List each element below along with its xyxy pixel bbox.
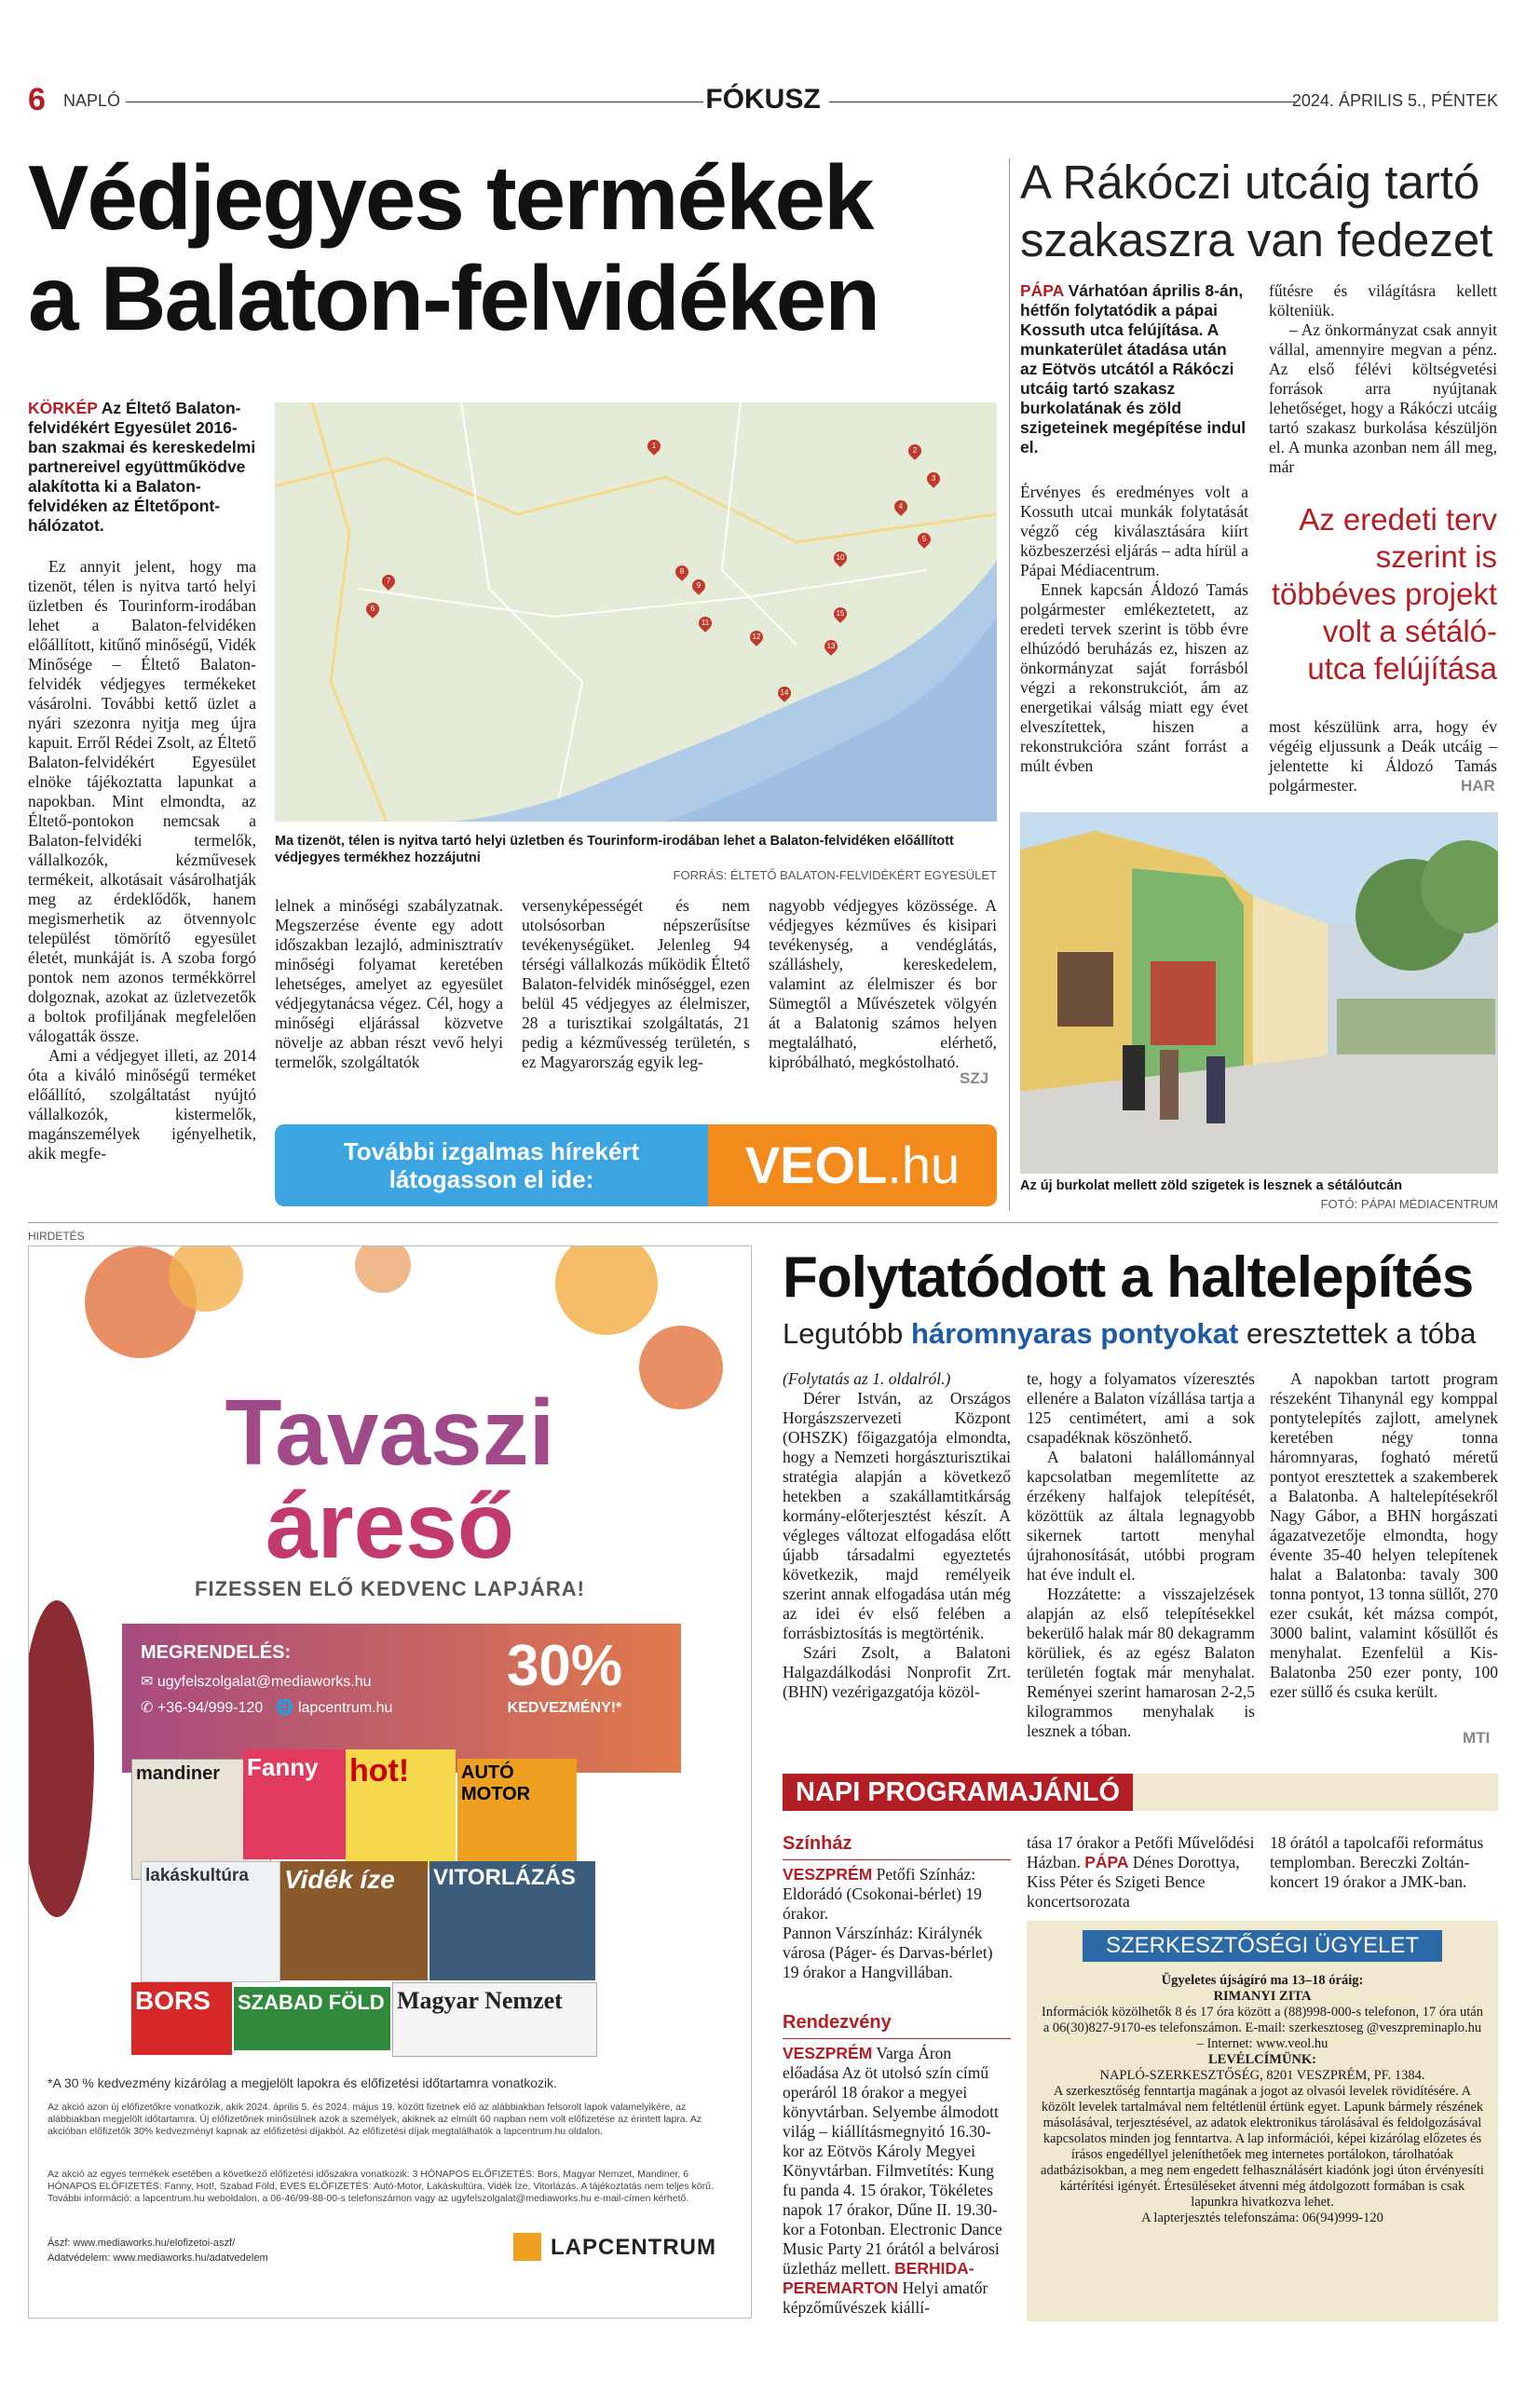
paragraph: – Az önkormányzat csak annyit vállal, amennyire megvan a pénz. Az első félévi költségvetési források arra nyújtanak lehetőséget, hogy a Rákóczi utcáig tartó szakasz burkolása készüljön el. A munka azonban nem áll meg, már	[1269, 320, 1497, 476]
article3-headline: Folytatódott a haltelepítés	[783, 1245, 1474, 1310]
order-phone[interactable]: ✆ +36-94/999-120 🌐 lapcentrum.hu	[141, 1700, 393, 1716]
map-pin[interactable]: 8	[673, 563, 691, 581]
mail-address: NAPLÓ-SZERKESZTŐSÉG, 8201 VESZPRÉM, PF. 1384.	[1099, 2068, 1425, 2083]
map-pin[interactable]: 5	[915, 530, 933, 549]
duty-label: Ügyeletes újságíró ma 13–18 óráig:	[1161, 1973, 1364, 1988]
lapcentrum-logo[interactable]	[513, 2229, 737, 2266]
events-heading: Rendezvény	[783, 2012, 892, 2033]
programs-col2: tása 17 órakor a Petőfi Művelődési Házban. PÁPA Dénes Dorottya, Kiss Péter és Szigeti Bence koncertsorozata	[1027, 1833, 1255, 1911]
paragraph: most készülünk arra, hogy év végéig eljussunk a Deák utcáig – jelentette ki Áldozó Tamás polgármester.	[1269, 717, 1497, 795]
map-pin[interactable]: 3	[924, 469, 943, 488]
paragraph: A napokban tartott program részeként Tihanynál egy komppal pontytelepítés zajlott, amelynek keretében négy tonna háromnyaras, fogható méretű pontyot eresztettek a szakemberek a Balatonba. A haltelepítésekről Nagy Gábor, a BHN horgászati ágazatvezetője elmondta, hogy évente 35-40 helyen telepítenek halat a Balatonba: tavaly 300 tonna pontyot, 13 tonna süllőt, 270 ezer csukát, két mázsa compót, 3000 balint, valamint kősüllőt és menyhalat. Ezenfelül a Kis-Balatonba 250 ezer ponty, 100 ezer süllő és csuka került.	[1270, 1369, 1498, 1701]
issue-date: 2024. ÁPRILIS 5., PÉNTEK	[1291, 91, 1498, 110]
map-pin[interactable]: 10	[831, 549, 850, 567]
magazine-cover: mandiner	[131, 1759, 271, 1880]
article1-col4	[769, 896, 997, 1072]
headline-line2: a Balaton-felvidéken	[28, 247, 879, 349]
ad-privacy-link[interactable]: Adatvédelem: www.mediaworks.hu/adatvedelem	[48, 2252, 268, 2264]
discount-label: KEDVEZMÉNY!*	[507, 1700, 622, 1716]
paragraph: Dérer István, az Országos Horgászszervezeti Központ (OHSZK) főigazgatója elmondta, hogy a Nemzeti horgászturisztikai stratégia alapján a következő hetekben a szakállamtitkárság kormány-előterjesztést készít. A végleges változat elfogadása előtt újabb társadalmi egyeztetés következik, majd remélyeik szerint annak elfogadása után még az idei év első felében a forrásbiztosítás is megtörténik.	[783, 1389, 1011, 1642]
ad-label: HIRDETÉS	[28, 1230, 85, 1243]
map-pin[interactable]: 15	[831, 605, 850, 623]
subscription-ad[interactable]	[28, 1245, 752, 2319]
article1-col3	[522, 896, 750, 1072]
lead-text: Várhatóan április 8-án, hétfőn folytatódik a pápai Kossuth utca felújítása. A munkaterület átadása után az Eötvös utcától a Rákóczi utcáig tartó szakasz burkolatának és zöld szigeteinek megépítése indul el.	[1020, 281, 1247, 456]
article1-lead	[28, 399, 256, 536]
headline-line2: szakaszra van fedezet	[1020, 213, 1493, 266]
editorial-box	[1027, 1921, 1498, 2321]
promo-line2: látogasson el ide:	[388, 1165, 594, 1193]
paragraph: Ennek kapcsán Áldozó Tamás polgármester emlékeztetett, az eredeti tervek szerint is több évre elhúzódó beruházás ez, hiszen az önkormányzat saját forrásból végzi a rekonstrukciót, ám az energetikai válság miatt egy évet elveszítettek, hiszen a rekonstrukcióra szánt forrást a múlt évben	[1020, 580, 1248, 775]
headline-line1: Védjegyes termékek	[28, 146, 873, 249]
page-number: 6	[28, 82, 46, 117]
pull-quote: Az eredeti terv szerint is többéves projekt volt a sétáló-utca felújítása	[1271, 502, 1497, 686]
distribution-phone: A lapterjesztés telefonszáma: 06(94)999-120	[1141, 2211, 1383, 2225]
veol-promo-banner[interactable]	[275, 1124, 997, 1206]
order-label: MEGRENDELÉS:	[141, 1642, 292, 1663]
promo-left	[275, 1124, 708, 1206]
map-pin[interactable]: 1	[645, 437, 663, 456]
veol-logo[interactable]: VEOL.hu	[744, 1136, 961, 1194]
lead-text: Az Éltető Balaton-felvidékért Egyesület 2016-ban szakmai és kereskedelmi partnereivel együttműködve alakította ki a Balaton-felvidéken az Éltetőpont-hálózatot.	[28, 399, 256, 535]
magazine-cover: lakáskultúra	[141, 1861, 280, 1982]
mail-label: LEVÉLCÍMÜNK:	[1207, 2052, 1316, 2067]
street-photo-graphic	[1020, 812, 1498, 1174]
editorial-title: SZERKESZTŐSÉGI ÜGYELET	[1083, 1930, 1442, 1962]
paragraph: Érvényes és eredményes volt a Kossuth utcai munkák folytatását végző cég kiválasztására kiírt közbeszerzési eljárás – adta hírül a Pápai Médiacentrum.	[1020, 483, 1248, 579]
paragraph: Hozzátette: a visszajelzések alapján az első telepítésekkel bekerülő halak már 80 dekagramm körüliek, és az egész Balaton területén fogtak már menyhalat. Reményei szerint hamarosan 2-2,5 kilogrammos menyhalak is lesznek a tóban.	[1027, 1585, 1255, 1740]
photo-caption: Az új burkolat mellett zöld szigetek is lesznek a sétálóutcán	[1020, 1178, 1403, 1193]
article3-signature: MTI	[1463, 1729, 1491, 1747]
ad-subtitle: FIZESSEN ELŐ KEDVENC LAPJÁRA!	[195, 1577, 585, 1600]
paragraph: te, hogy a folyamatos vízeresztés ellenére a Balaton vízállása tartja a 125 centimétert, ami a sok csapadéknak köszönhető.	[1027, 1369, 1255, 1447]
article2-headline	[1020, 154, 1500, 269]
article1-headline	[28, 147, 997, 348]
magazine-cover: AUTÓ MOTOR	[457, 1759, 577, 1869]
map-graphic	[275, 402, 997, 822]
paragraph: lelnek a minőségi szabályzatnak. Megszerzése évente egy adott időszakban lezajló, adminisztratív minőségi folyamat keretében lehetséges, amelyet az egyesület védjegytanácsa végez. Cél, hogy a minőségi eljárással közvetve növelje az abban részt vevő helyi termelők, szolgáltatók	[275, 896, 503, 1071]
magazine-cover: VITORLÁZÁS	[429, 1861, 595, 1980]
magazine-cover: Magyar Nemzet	[392, 1982, 597, 2057]
article3-col2	[1027, 1369, 1255, 1741]
map-caption: Ma tizenöt, télen is nyitva tartó helyi üzletben és Tourinform-irodában lehet a Balaton-felvidéken előállított védjegyes termékhez hozzájutni	[275, 834, 954, 865]
paragraph: Ami a védjegyet illeti, az 2014 óta a kiváló minőségű terméket előállító, szolgáltatást nyújtó vállalkozók, kistermelők, magánszemélyek igényelhetik, akik megfe-	[28, 1046, 256, 1163]
map-pin[interactable]: 14	[775, 684, 794, 702]
paragraph: Szári Zsolt, a Balatoni Halgazdálkodási Nonprofit Zrt. (BHN) vezérigazgatója közöl-	[783, 1643, 1011, 1701]
article2-signature: HAR	[1461, 777, 1495, 795]
map-pin[interactable]: 13	[822, 637, 840, 656]
map-pin[interactable]: 6	[363, 600, 382, 619]
ad-title	[29, 1381, 751, 1578]
magazine-cover: hot!	[346, 1749, 456, 1869]
contact-info: Információk közölhetők 8 és 17 óra között a (88)998-000-s telefonon, 17 óra után a 06(30)827-9170-es telefonszámon. E-mail: szerkesztoseg @veszpreminaplo.hu – Internet: www.veol.hu	[1042, 2005, 1483, 2051]
magazine-cover: Vidék íze	[280, 1861, 428, 1980]
map-pin[interactable]: 12	[747, 628, 766, 646]
magazine-cover: SZABAD FÖLD	[234, 1987, 390, 2050]
photo-credit: FOTÓ: PÁPAI MÉDIACENTRUM	[1320, 1197, 1498, 1211]
street-photo	[1020, 812, 1498, 1174]
ad-fine-print-2: Az akció az egyes termékek esetében a következő előfizetési időszakra vonatkozik: 3 HÓNAPOS ELŐFIZETÉS: Bors, Magyar Nemzet, Mandiner, 6 HÓNAPOS ELŐFIZETÉS: Fanny, Hot!, Szabad Föld, ÉVES ELŐFIZETÉS: Autó-Motor, Lakáskultúra, Vidék Íze, Vitorlázás. A tájékoztatás nem teljes körű. További információ: a lapcentrum.hu weboldalon, a 06-46/99-88-00-s telefonszámon vagy az ugyfelszolgalat@mediaworks.hu e-mail-címen kérhető.	[48, 2169, 714, 2204]
headline-line1: A Rákóczi utcáig tartó	[1020, 156, 1480, 209]
programs-col3: 18 órától a tapolcafői református templomban. Bereczki Zoltán-koncert 19 órakor a JMK-ban.	[1270, 1833, 1484, 1891]
article1-col1	[28, 557, 256, 1163]
ad-title-line1: Tavaszi	[225, 1381, 555, 1485]
paragraph: Ez annyit jelent, hogy ma tizenöt, télen is nyitva tartó helyi üzletben és Tourinform-irodában lehet a Balaton-felvidéken előállított, kitűnő minőségű, Vidék Minősége – Éltető Balaton-felvidék védjegyes termékeket vásárolni. További kettő üzlet a nyári szezonra nyitja meg újra kapuit. Erről Rédei Zsolt, az Éltető Balaton-felvidékért Egyesület elnöke tájékoztatta lapunkat a napokban. Mint elmondta, az Éltető-pontokon nemcsak a Balaton-felvidéki termelők, vállalkozók, kézművesek termékeit, alkotásait vásárolhatják meg az érdeklődők, hanem megismerhetik az ötvennyolc települést tömörítő egyesület életét, munkáját is. A szoba forgó pontok nem azonos termékkörrel dolgoznak, azokat az üzletvezetők a boltok profiljának megfelelően válogatták össze.	[28, 557, 256, 1045]
map-pin[interactable]: 2	[906, 442, 924, 460]
paragraph: nagyobb védjegyes közössége. A védjegyes kézműves és kisipari tevékenység, a vendéglátás, szálláshely, kereskedelem, valamint az élelmiszer és bor Sümegtől a Művészetek völgyén át a Balatonig számos helyen megtalálható, elérhető, kipróbálható, megkóstolható.	[769, 896, 997, 1071]
theatre-listing: VESZPRÉM Petőfi Színház: Eldorádó (Csokonai-bérlet) 19 órakor. Pannon Várszínház: Királynék városa (Páger- és Darvas-bérlet) 19 órakor a Hangvillában.	[783, 1865, 993, 1981]
map-credit: FORRÁS: ÉLTETŐ BALATON-FELVIDÉKÉRT EGYESÜLET	[673, 868, 997, 882]
lapcentrum-logo-text: LAPCENTRUM	[551, 2235, 716, 2260]
paragraph: versenyképességét és nem utolsósorban népszerűsítse tevékenységüket. Jelenleg 94 térségi vállalkozás működik Éltető Balaton-felvidék minőséggel, ezen belül 45 védjegyes az élelmiszer, 28 a turisztikai szolgáltatás, 21 pedig a kézművesség területén, s ez Magyarország egyik leg-	[522, 896, 750, 1071]
article2-lead	[1020, 281, 1248, 457]
editorial-contents	[1040, 1973, 1485, 2226]
promo-line1: További izgalmas hírekért	[343, 1137, 640, 1165]
kicker: PÁPA	[1020, 281, 1064, 300]
article2-col2	[1269, 281, 1497, 477]
ad-title-line2: áreső	[266, 1474, 514, 1578]
map-pin[interactable]: 4	[892, 497, 910, 516]
discount-value: 30%	[506, 1634, 623, 1698]
magazine-cover: Fanny	[243, 1749, 353, 1859]
ad-aszf-link[interactable]: Ászf: www.mediaworks.hu/elofizetoi-aszf/	[48, 2238, 236, 2249]
map-pin[interactable]: 11	[696, 614, 715, 633]
duty-name: RIMANYI ZITA	[1213, 1989, 1312, 2004]
ad-footnote: *A 30 % kedvezmény kizárólag a megjelölt lapokra és előfizetési időtartamra vonatkozik.	[48, 2075, 558, 2090]
article3-col1	[783, 1369, 1011, 1702]
magazine-cover: BORS	[131, 1982, 232, 2055]
lapcentrum-logo-icon	[513, 2233, 541, 2261]
promo-right	[708, 1124, 997, 1206]
kicker: KÖRKÉP	[28, 399, 98, 417]
legal-notice: A szerkesztőség fenntartja magának a jogot az olvasói levelek rövidítésére. A közölt levelek tartalmával nem feltétlenül értünk egyet. Lapunk bármely részének másolásával, terjesztésével, az adatok elektronikus tárolásával és feldolgozásával kapcsolatos minden jog fenntartva. A lap információi, képei kizárólag előzetes és írásos engedéllyel jeleníthetőek meg internetes portálokon, tárolhatóak adatbázisokban, a meg nem engedett felhasználásért kiadónk jogi úton érvényesíti kártérítési igényét. Értesüléseket átvenni még átdolgozott formában is csak lapunkra hivatkozva lehet.	[1041, 2084, 1484, 2210]
article3-col3	[1270, 1369, 1498, 1702]
section-title: FÓKUSZ	[705, 84, 821, 115]
article3-subtitle: Legutóbb háromnyaras pontyokat eresztettek a tóba	[783, 1317, 1477, 1350]
balaton-map	[275, 402, 997, 822]
page-header	[28, 82, 1498, 119]
map-pin[interactable]: 9	[689, 577, 708, 595]
magazine-stack	[122, 1749, 681, 2066]
article2-col1	[1020, 483, 1248, 776]
article1-signature: SZJ	[960, 1069, 989, 1087]
promo-text	[275, 1137, 708, 1193]
events-listing: VESZPRÉM Varga Áron előadása Az öt utolsó szín című operáról 18 órakor a megyei könyvtárban. Selyembe álmodott világ – kiállításmegnyitó 16.30-kor az Eötvös Károly Megyei Könyvtárban. Filmvetítés: Kung fu panda 4. 15 órakor, Tökéletes napok 17 órakor, Dűne II. 19.30-kor a Fotonban. Electronic Dance Music Party 21 órától a belvárosi üzletház mellett. BERHIDA-PEREMARTON Helyi amatőr képzőművészek kiállí-	[783, 2044, 1002, 2317]
programs-title: NAPI PROGRAMAJÁNLÓ	[783, 1774, 1133, 1811]
paper-name: NAPLÓ	[63, 91, 121, 110]
programs-banner	[783, 1774, 1498, 1811]
leaf-decoration	[29, 1582, 122, 1936]
ad-fine-print-1: Az akció azon új előfizetőkre vonatkozik, akik 2024. április 5. és 2024. május 19. között fizetnek elő az alábbiakban felsorolt lapok valamelyikére, az alábbiakban megjelölt időtartamra. Új előfizetőnek minősülnek azok a személyek, akiknek az elmúlt 60 napban nem volt előfizetése az érintett lapra. Az akcióban előfizetők 30% kedvezményt kapnak az előfizetési díjakból. Az előfizetési díjak megtalálhatók a lapcentrum.hu oldalon.	[48, 2102, 702, 2137]
map-pin[interactable]: 7	[379, 572, 398, 591]
order-email[interactable]: ✉ ugyfelszolgalat@mediaworks.hu	[141, 1674, 372, 1690]
article1-col2	[275, 896, 503, 1072]
continuation-note: (Folytatás az 1. oldalról.)	[783, 1369, 951, 1388]
paragraph: fűtésre és világításra kellett költeniük.	[1269, 281, 1497, 320]
paragraph: A balatoni halállománnyal kapcsolatban megemlítette az érzékeny halfajok telepítését, közöttük az általa legnagyobb sikernek tartott menyhal újrahonosítását, utóbbi program hat éve indult el.	[1027, 1448, 1255, 1584]
theatre-heading: Színház	[783, 1833, 852, 1854]
